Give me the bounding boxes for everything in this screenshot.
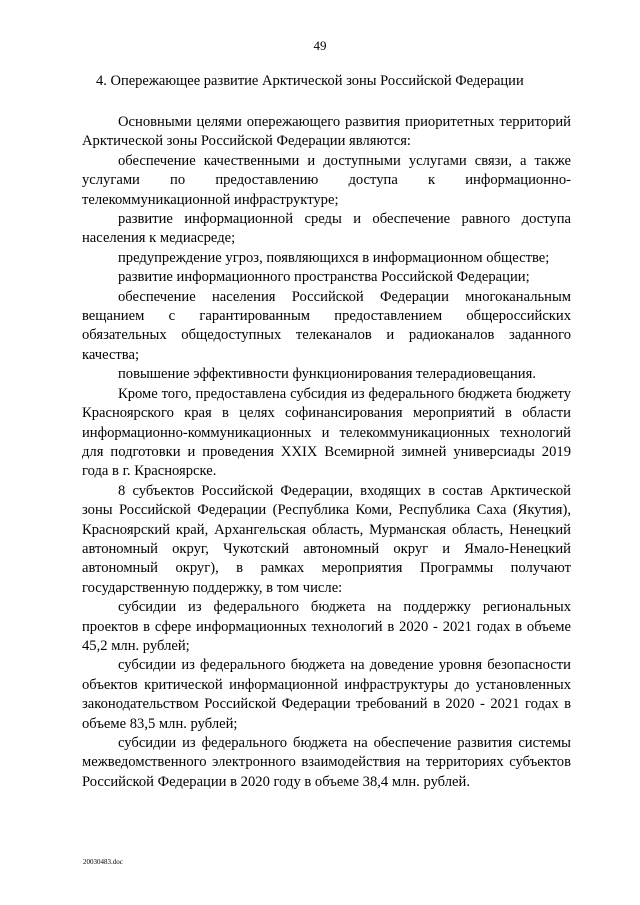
paragraph: повышение эффективности функционирования телерадиовещания. [118, 366, 536, 383]
paragraph: субсидии из федерального бюджета на обеспечение развития системы межведомственного электронного взаимодействия на территориях субъектов Российской Федерации в 2020 году в объеме 38,4 млн. рублей. [82, 735, 571, 790]
paragraph: Кроме того, предоставлена субсидия из федерального бюджета бюджету Красноярского края в целях софинансирования мероприятий в области информационно-коммуникационных и телекоммуникационных технологий для подготовки и проведения XXIX Всемирной зимней универсиады 2019 года в г. Красноярске. [82, 385, 571, 480]
paragraph: обеспечение населения Российской Федерации многоканальным вещанием с гарантированным предоставлением общероссийских обязательных общедоступных телеканалов и радиоканалов заданного качества; [82, 288, 571, 363]
footer-filename: 20030483.doc [83, 858, 123, 866]
paragraph: субсидии из федерального бюджета на поддержку региональных проектов в сфере информационных технологий в 2020 - 2021 годах в объеме 45,2 млн. рублей; [82, 599, 571, 654]
paragraph: развитие информационного пространства Российской Федерации; [118, 269, 530, 286]
document-body [82, 113, 571, 792]
page-number: 49 [313, 38, 327, 53]
paragraph: предупреждение угроз, появляющихся в информационном обществе; [118, 249, 550, 266]
paragraph: обеспечение качественными и доступными услугами связи, а также услугами по предоставлению доступа к информационно-телекоммуникационной инфраструктуре; [82, 152, 571, 208]
paragraph: развитие информационной среды и обеспечение равного доступа населения к медиасреде; [82, 211, 571, 247]
paragraph: субсидии из федерального бюджета на доведение уровня безопасности объектов критической информационной инфраструктуры до установленных законодательством Российской Федерации требований в 2020 - 2021 годах в объеме 83,5 млн. рублей; [82, 657, 571, 732]
paragraph: 8 субъектов Российской Федерации, входящих в состав Арктической зоны Российской Федерации (Республика Коми, Республика Саха (Якутия), Красноярский край, Архангельская область, Мурманская область, Ненецкий автономный округ, Чукотский автономный округ и Ямало-Ненецкий автономный округ), в рамках мероприятия Программы получают государственную поддержку, в том числе: [82, 482, 571, 596]
section-heading: 4. Опережающее развитие Арктической зоны Российской Федерации [96, 73, 524, 89]
paragraph: Основными целями опережающего развития приоритетных территорий Арктической зоны Российской Федерации являются: [82, 114, 571, 150]
